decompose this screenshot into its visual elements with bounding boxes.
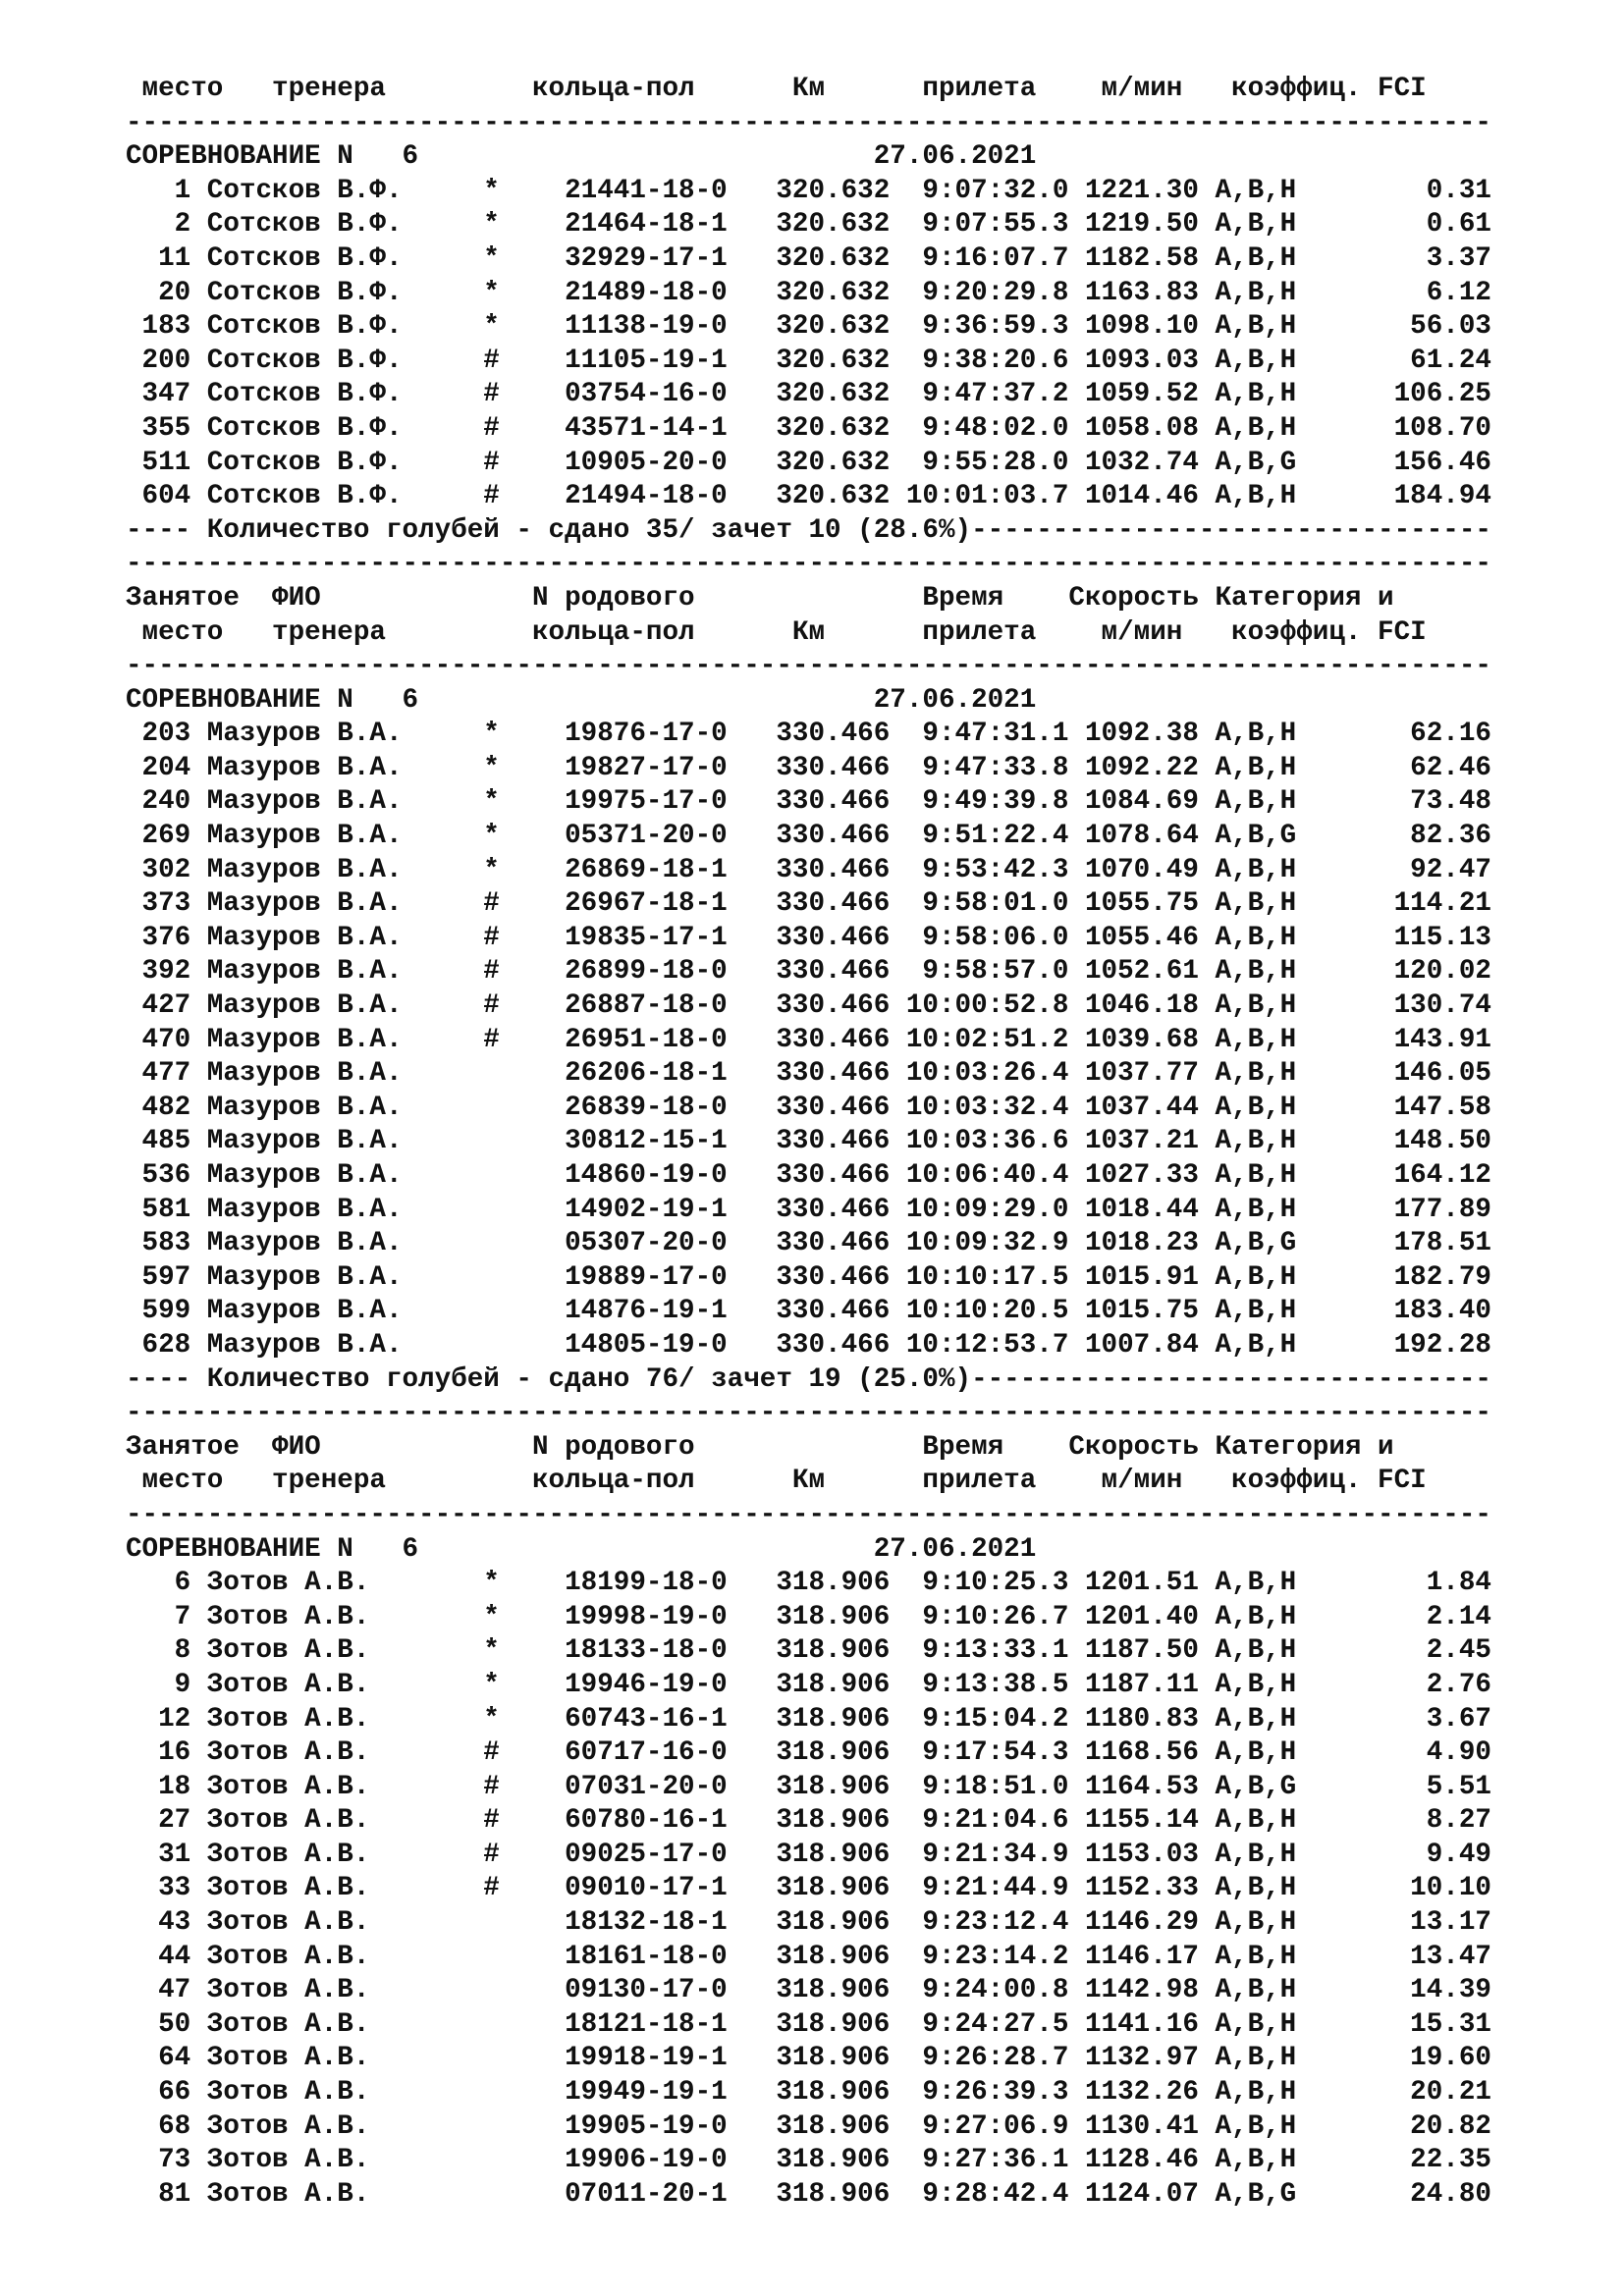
result-row: 1 Сотсков В.Ф. * 21441-18-0 320.632 9:07:32.0 1221.30 A,B,H 0.31	[126, 175, 1491, 206]
result-row: 12 Зотов А.В. * 60743-16-1 318.906 9:15:04.2 1180.83 A,B,H 3.67	[126, 1703, 1491, 1735]
result-row: 68 Зотов А.В. 19905-19-0 318.906 9:27:06.9 1130.41 A,B,H 20.82	[126, 2110, 1491, 2142]
competition-title: СОРЕВНОВАНИЕ N 6 27.06.2021	[126, 141, 1037, 173]
result-row: 511 Сотсков В.Ф. # 10905-20-0 320.632 9:55:28.0 1032.74 A,B,G 156.46	[126, 447, 1491, 478]
result-row: 581 Мазуров В.А. 14902-19-1 330.466 10:09:29.0 1018.44 A,B,H 177.89	[126, 1194, 1491, 1225]
result-row: 20 Сотсков В.Ф. * 21489-18-0 320.632 9:20:29.8 1163.83 A,B,H 6.12	[126, 277, 1491, 308]
result-row: 183 Сотсков В.Ф. * 11138-19-0 320.632 9:36:59.3 1098.10 A,B,H 56.03	[126, 311, 1491, 343]
result-row: 470 Мазуров В.А. # 26951-18-0 330.466 10:02:51.2 1039.68 A,B,H 143.91	[126, 1024, 1491, 1055]
result-row: 355 Сотсков В.Ф. # 43571-14-1 320.632 9:48:02.0 1058.08 A,B,H 108.70	[126, 412, 1491, 444]
competition-title: СОРЕВНОВАНИЕ N 6 27.06.2021	[126, 684, 1037, 716]
result-row: 81 Зотов А.В. 07011-20-1 318.906 9:28:42.4 1124.07 A,B,G 24.80	[126, 2178, 1491, 2210]
result-row: 240 Мазуров В.А. * 19975-17-0 330.466 9:49:39.8 1084.69 A,B,H 73.48	[126, 786, 1491, 818]
separator-rule: ------------------------------------------------------------------------------------	[126, 549, 1491, 580]
result-row: 628 Мазуров В.А. 14805-19-0 330.466 10:12:53.7 1007.84 A,B,H 192.28	[126, 1329, 1491, 1361]
result-row: 485 Мазуров В.А. 30812-15-1 330.466 10:03:36.6 1037.21 A,B,H 148.50	[126, 1126, 1491, 1157]
results-printout	[126, 73, 1491, 2212]
separator-rule: ------------------------------------------------------------------------------------	[126, 1499, 1491, 1530]
result-row: 44 Зотов А.В. 18161-18-0 318.906 9:23:14.2 1146.17 A,B,H 13.47	[126, 1941, 1491, 1972]
column-header-line-2: место тренера кольца-пол Км прилета м/мин коэффиц. FCI	[126, 74, 1427, 104]
result-row: 64 Зотов А.В. 19918-19-1 318.906 9:26:28.7 1132.97 A,B,H 19.60	[126, 2043, 1491, 2074]
result-row: 2 Сотсков В.Ф. * 21464-18-1 320.632 9:07:55.3 1219.50 A,B,H 0.61	[126, 209, 1491, 240]
result-row: 16 Зотов А.В. # 60717-16-0 318.906 9:17:54.3 1168.56 A,B,H 4.90	[126, 1737, 1491, 1769]
result-row: 392 Мазуров В.А. # 26899-18-0 330.466 9:58:57.0 1052.61 A,B,H 120.02	[126, 956, 1491, 988]
result-row: 599 Мазуров В.А. 14876-19-1 330.466 10:10:20.5 1015.75 A,B,H 183.40	[126, 1296, 1491, 1327]
result-row: 583 Мазуров В.А. 05307-20-0 330.466 10:09:32.9 1018.23 A,B,G 178.51	[126, 1228, 1491, 1259]
competition-title: СОРЕВНОВАНИЕ N 6 27.06.2021	[126, 1533, 1037, 1565]
separator-rule: ------------------------------------------------------------------------------------	[126, 107, 1491, 138]
result-row: 477 Мазуров В.А. 26206-18-1 330.466 10:03:26.4 1037.77 A,B,H 146.05	[126, 1058, 1491, 1090]
result-row: 8 Зотов А.В. * 18133-18-0 318.906 9:13:33.1 1187.50 A,B,H 2.45	[126, 1635, 1491, 1667]
pigeon-count-summary: ---- Количество голубей - сдано 35/ зачет 10 (28.6%)--------------------------------	[126, 514, 1491, 546]
result-row: 73 Зотов А.В. 19906-19-0 318.906 9:27:36.1 1128.46 A,B,H 22.35	[126, 2145, 1491, 2176]
result-row: 33 Зотов А.В. # 09010-17-1 318.906 9:21:44.9 1152.33 A,B,H 10.10	[126, 1873, 1491, 1904]
result-row: 347 Сотсков В.Ф. # 03754-16-0 320.632 9:47:37.2 1059.52 A,B,H 106.25	[126, 379, 1491, 410]
result-row: 203 Мазуров В.А. * 19876-17-0 330.466 9:47:31.1 1092.38 A,B,H 62.16	[126, 719, 1491, 750]
result-row: 47 Зотов А.В. 09130-17-0 318.906 9:24:00.8 1142.98 A,B,H 14.39	[126, 1975, 1491, 2006]
result-row: 27 Зотов А.В. # 60780-16-1 318.906 9:21:04.6 1155.14 A,B,H 8.27	[126, 1805, 1491, 1837]
result-row: 31 Зотов А.В. # 09025-17-0 318.906 9:21:34.9 1153.03 A,B,H 9.49	[126, 1839, 1491, 1870]
result-row: 66 Зотов А.В. 19949-19-1 318.906 9:26:39.3 1132.26 A,B,H 20.21	[126, 2077, 1491, 2109]
column-header-line-1: Занятое ФИО N родового Время Скорость Категория и	[126, 1431, 1394, 1463]
result-row: 482 Мазуров В.А. 26839-18-0 330.466 10:03:32.4 1037.44 A,B,H 147.58	[126, 1092, 1491, 1123]
pigeon-count-summary: ---- Количество голубей - сдано 76/ зачет 19 (25.0%)--------------------------------	[126, 1363, 1491, 1395]
column-header-line-2: место тренера кольца-пол Км прилета м/мин коэффиц. FCI	[126, 1466, 1427, 1497]
result-row: 376 Мазуров В.А. # 19835-17-1 330.466 9:58:06.0 1055.46 A,B,H 115.13	[126, 922, 1491, 953]
result-row: 536 Мазуров В.А. 14860-19-0 330.466 10:06:40.4 1027.33 A,B,H 164.12	[126, 1160, 1491, 1191]
result-row: 43 Зотов А.В. 18132-18-1 318.906 9:23:12.4 1146.29 A,B,H 13.17	[126, 1907, 1491, 1939]
result-row: 302 Мазуров В.А. * 26869-18-1 330.466 9:53:42.3 1070.49 A,B,H 92.47	[126, 854, 1491, 885]
separator-rule: ------------------------------------------------------------------------------------	[126, 651, 1491, 682]
result-row: 373 Мазуров В.А. # 26967-18-1 330.466 9:58:01.0 1055.75 A,B,H 114.21	[126, 888, 1491, 920]
result-row: 597 Мазуров В.А. 19889-17-0 330.466 10:10:17.5 1015.91 A,B,H 182.79	[126, 1261, 1491, 1293]
result-row: 204 Мазуров В.А. * 19827-17-0 330.466 9:47:33.8 1092.22 A,B,H 62.46	[126, 752, 1491, 783]
result-row: 269 Мазуров В.А. * 05371-20-0 330.466 9:51:22.4 1078.64 A,B,G 82.36	[126, 821, 1491, 852]
result-row: 427 Мазуров В.А. # 26887-18-0 330.466 10:00:52.8 1046.18 A,B,H 130.74	[126, 990, 1491, 1022]
result-row: 50 Зотов А.В. 18121-18-1 318.906 9:24:27.5 1141.16 A,B,H 15.31	[126, 2008, 1491, 2040]
result-row: 7 Зотов А.В. * 19998-19-0 318.906 9:10:26.7 1201.40 A,B,H 2.14	[126, 1601, 1491, 1632]
result-row: 9 Зотов А.В. * 19946-19-0 318.906 9:13:38.5 1187.11 A,B,H 2.76	[126, 1669, 1491, 1700]
result-row: 6 Зотов А.В. * 18199-18-0 318.906 9:10:25.3 1201.51 A,B,H 1.84	[126, 1568, 1491, 1599]
result-row: 18 Зотов А.В. # 07031-20-0 318.906 9:18:51.0 1164.53 A,B,G 5.51	[126, 1771, 1491, 1802]
column-header-line-2: место тренера кольца-пол Км прилета м/мин коэффиц. FCI	[126, 616, 1427, 648]
result-row: 200 Сотсков В.Ф. # 11105-19-1 320.632 9:38:20.6 1093.03 A,B,H 61.24	[126, 345, 1491, 376]
result-row: 11 Сотсков В.Ф. * 32929-17-1 320.632 9:16:07.7 1182.58 A,B,H 3.37	[126, 242, 1491, 274]
separator-rule: ------------------------------------------------------------------------------------	[126, 1398, 1491, 1429]
column-header-line-1: Занятое ФИО N родового Время Скорость Категория и	[126, 582, 1394, 614]
result-row: 604 Сотсков В.Ф. # 21494-18-0 320.632 10:01:03.7 1014.46 A,B,H 184.94	[126, 481, 1491, 512]
